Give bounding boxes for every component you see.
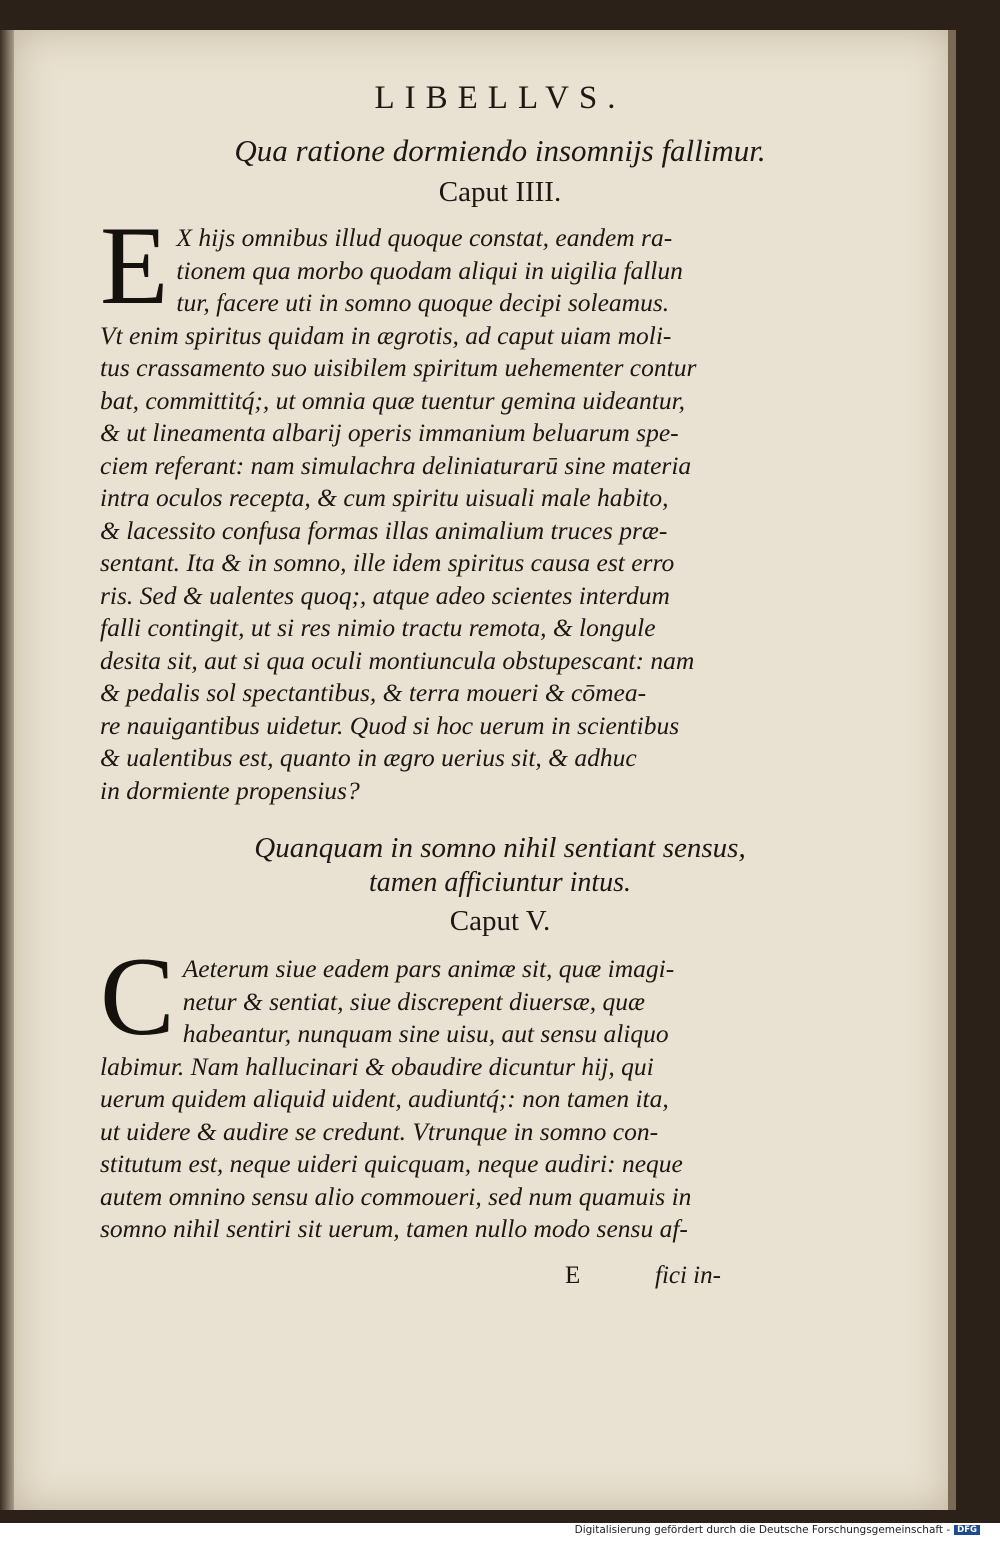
signature-mark: E [565, 1262, 581, 1289]
text-line: falli contingit, ut si res nimio tractu remota, & longule [100, 613, 656, 642]
text-line: intra oculos recepta, & cum spiritu uisuali male habito, [100, 483, 669, 512]
chapter-4-title: Qua ratione dormiendo insomnijs fallimur. [234, 133, 766, 168]
drop-cap-c: C [100, 935, 175, 1059]
digitization-credit [575, 1524, 980, 1536]
page-edge [948, 30, 956, 1510]
text-line: ut uidere & audire se credunt. Vtrunque in somno con- [100, 1116, 659, 1146]
text-line: & ut lineamenta albarij operis immanium beluarum spe- [100, 418, 679, 447]
chapter-4-body [100, 204, 740, 807]
text-line: & ualentibus est, quanto in ægro uerius sit, & adhuc [100, 743, 637, 772]
chapter-5-title-line-2: tamen afficiuntur intus. [368, 867, 632, 898]
chapter-4-caput: Caput IIII. [438, 176, 562, 208]
chapter-5-title-line-1: Quanquam in somno nihil sentiant sensus, [254, 832, 746, 864]
text-line: Aeterum siue eadem pars animæ sit, quæ imagi- [182, 954, 675, 983]
credit-text: Digitalisierung gefördert durch die Deutsche Forschungsgemeinschaft - [574, 1524, 951, 1536]
chapter-5-caput: Caput V. [449, 905, 551, 937]
text-line: stitutum est, neque uideri quicquam, neque audiri: neque [100, 1149, 683, 1178]
text-line: uerum quidem aliquid uident, audiuntq́;: non tamen ita, [100, 1084, 669, 1113]
text-line: sentant. Ita & in somno, ille idem spiritus causa est erro [100, 548, 675, 577]
dfg-logo: DFG [954, 1525, 980, 1535]
catchword: fici in- [655, 1262, 721, 1289]
text-line: ris. Sed & ualentes quoq;, atque adeo scientes interdum [100, 580, 670, 610]
text-line: tionem qua morbo quodam aliqui in uigilia fallun [176, 255, 683, 285]
drop-cap-e: E [100, 204, 169, 328]
text-line: autem omnino sensu alio commoueri, sed num quamuis in [100, 1181, 692, 1211]
text-line: ciem referant: nam simulachra deliniaturarū sine materia [100, 450, 692, 480]
text-line: tur, facere uti in somno quoque decipi soleamus. [176, 288, 670, 317]
text-line: desita sit, aut si qua oculi montiuncula obstupescant: nam [100, 645, 695, 675]
text-line: tus crassamento suo uisibilem spiritum uehementer contur [100, 353, 697, 382]
text-line: habeantur, nunquam sine uisu, aut sensu aliquo [182, 1019, 669, 1048]
running-head: LIBELLVS. [374, 80, 626, 116]
text-line: & lacessito confusa formas illas animalium truces præ- [100, 515, 668, 545]
text-line: bat, committitq́;, ut omnia quæ tuentur gemina uideantur, [100, 385, 686, 415]
text-line: re nauigantibus uidetur. Quod si hoc uerum in scientibus [100, 710, 680, 740]
text-line: somno nihil sentiri sit uerum, tamen nullo modo sensu af- [100, 1214, 688, 1243]
text-line: & pedalis sol spectantibus, & terra moueri & cōmea- [100, 678, 647, 707]
text-line: X hijs omnibus illud quoque constat, eandem ra- [176, 223, 673, 252]
text-line: Vt enim spiritus quidam in ægrotis, ad caput uiam moli- [100, 320, 672, 350]
text-line: in dormiente propensius? [100, 775, 360, 805]
text-line: labimur. Nam hallucinari & obaudire dicuntur hij, qui [100, 1051, 654, 1081]
text-line: netur & sentiat, siue discrepent diuersæ, quæ [182, 986, 645, 1016]
chapter-5-body [100, 935, 740, 1246]
